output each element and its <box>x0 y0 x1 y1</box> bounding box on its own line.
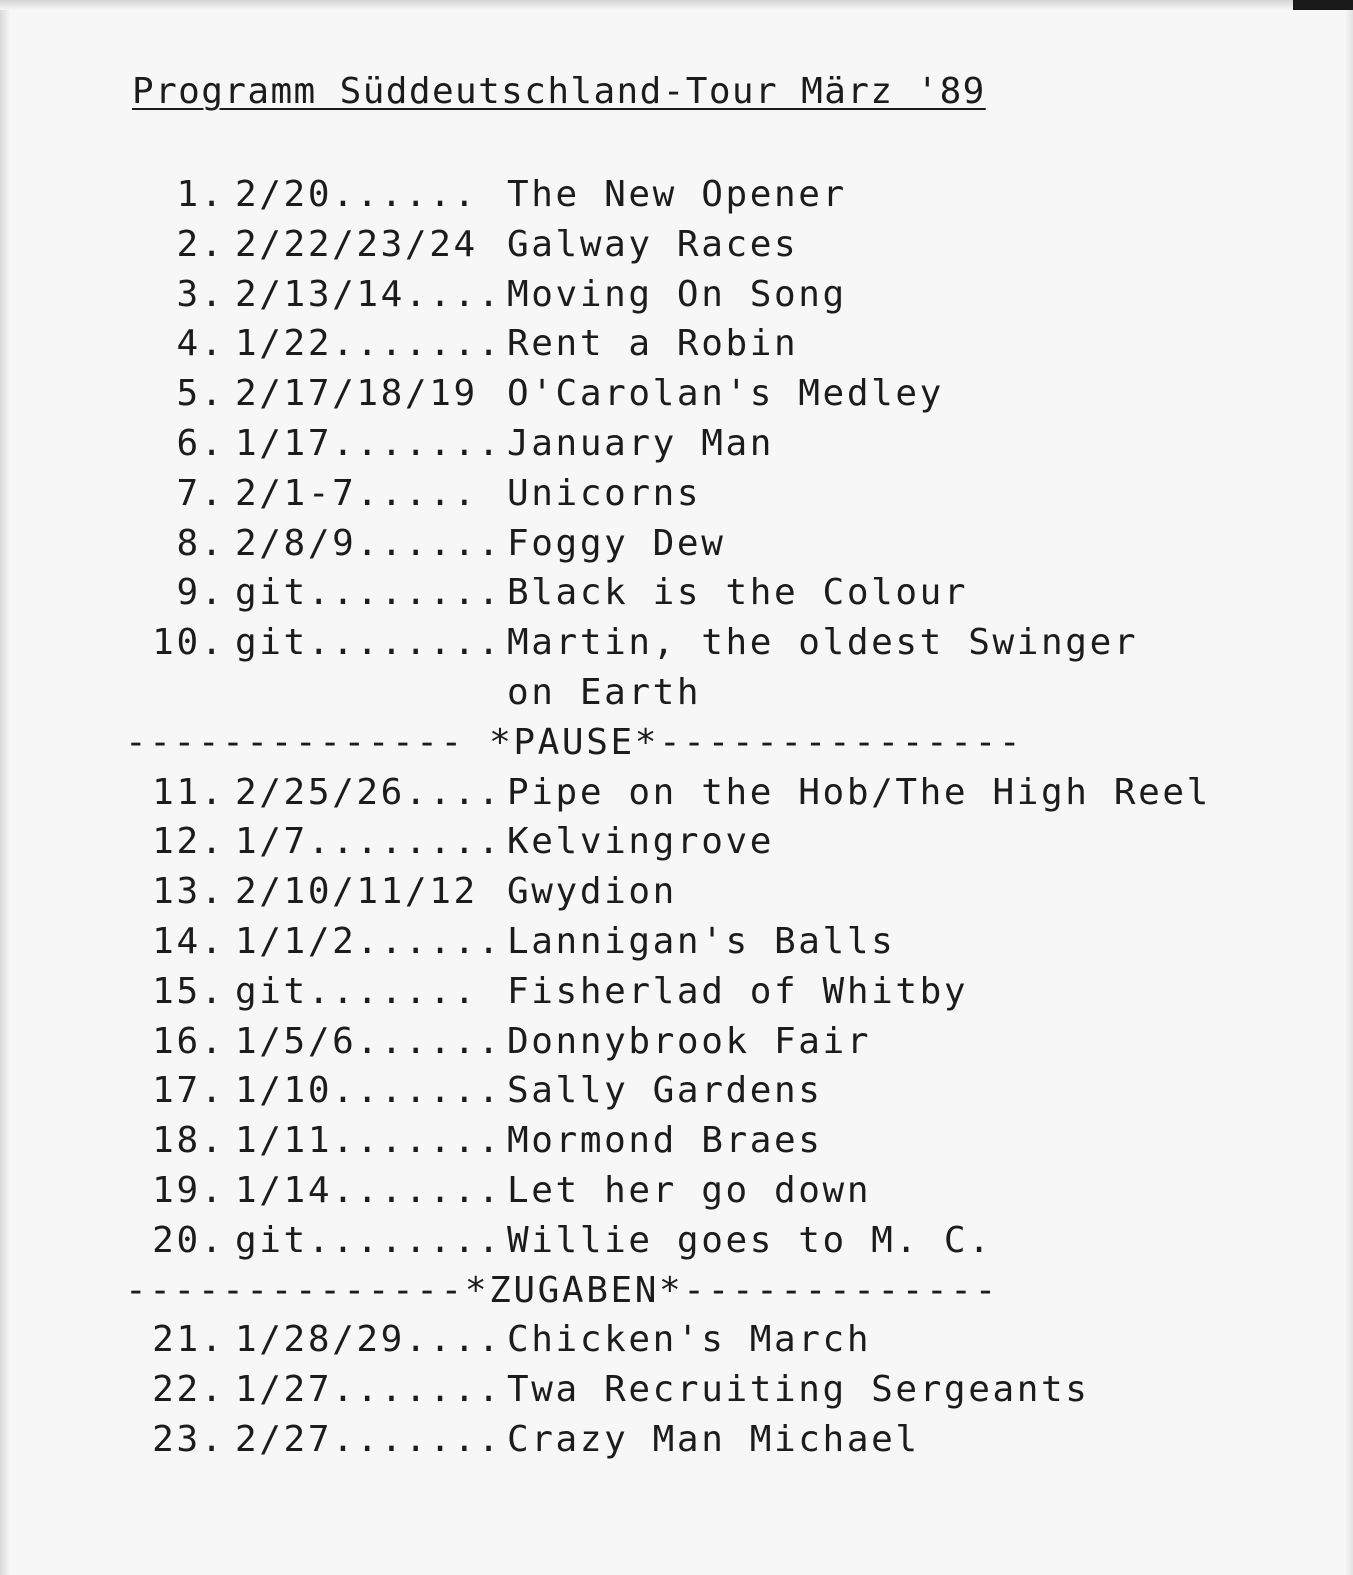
program-item <box>125 967 1265 1017</box>
program-item <box>125 469 1265 519</box>
item-number: 8. <box>176 522 225 564</box>
item-code: 2/22/23/24 <box>235 223 503 265</box>
program-item <box>125 1017 1265 1067</box>
program-item <box>125 369 1265 419</box>
set-one <box>125 170 1265 718</box>
item-number: 13. <box>152 871 225 913</box>
item-code: 2/1-7..... <box>235 472 478 514</box>
item-number: 3. <box>176 273 225 315</box>
item-number: 4. <box>176 323 225 365</box>
program-item <box>125 917 1265 967</box>
item-number: 14. <box>152 920 225 962</box>
program-item <box>125 768 1265 818</box>
program-list <box>125 170 1265 1465</box>
program-item <box>125 618 1265 668</box>
item-title: Fisherlad of Whitby <box>507 970 969 1012</box>
item-code: 2/17/18/19 <box>235 373 503 415</box>
item-title: Willie goes to M. C. <box>507 1219 993 1261</box>
scan-edge-left <box>0 0 10 1575</box>
program-item-continuation <box>125 668 1265 718</box>
item-code: git........ <box>235 1219 503 1261</box>
program-item <box>125 568 1265 618</box>
item-code: 2/10/11/12 <box>235 871 503 913</box>
item-number: 21. <box>152 1319 225 1361</box>
scan-edge-top <box>0 0 1353 10</box>
item-number: 22. <box>152 1369 225 1411</box>
item-title: January Man <box>507 422 775 464</box>
scan-corner-mark <box>1293 0 1353 10</box>
item-title: Foggy Dew <box>507 522 726 564</box>
program-item <box>125 270 1265 320</box>
program-item <box>125 170 1265 220</box>
item-title: The New Opener <box>507 174 847 215</box>
item-code: 2/13/14.... <box>235 273 503 315</box>
item-code: 1/11....... <box>235 1120 503 1162</box>
item-title: Galway Races <box>507 223 799 265</box>
item-title: Donnybrook Fair <box>507 1020 872 1062</box>
item-number: 5. <box>176 373 225 415</box>
item-title: Mormond Braes <box>507 1120 823 1162</box>
item-title: Lannigan's Balls <box>507 920 896 962</box>
pause-separator-text: -------------- *PAUSE*--------------- <box>125 721 1024 763</box>
item-code: 1/1/2...... <box>235 920 503 962</box>
item-number: 6. <box>176 422 225 464</box>
item-title: Black is the Colour <box>507 572 969 614</box>
item-number: 23. <box>152 1418 225 1460</box>
item-number: 15. <box>152 970 225 1012</box>
item-number: 17. <box>152 1070 225 1112</box>
item-title: Moving On Song <box>507 273 847 315</box>
item-number: 1. <box>176 174 225 215</box>
item-code: git........ <box>235 572 503 614</box>
item-code: 2/27....... <box>235 1418 503 1460</box>
encores <box>125 1315 1265 1464</box>
scan-edge-right <box>1345 0 1353 1575</box>
item-code: git........ <box>235 622 503 664</box>
item-number: 10. <box>152 622 225 664</box>
item-title: Martin, the oldest Swinger <box>507 622 1139 664</box>
program-item <box>125 1315 1265 1365</box>
item-title: Chicken's March <box>507 1319 872 1361</box>
item-code: 1/14....... <box>235 1169 503 1211</box>
item-code: 1/7........ <box>235 821 503 863</box>
item-title: Gwydion <box>507 871 677 913</box>
item-code: 1/10....... <box>235 1070 503 1112</box>
item-number: 20. <box>152 1219 225 1261</box>
program-item <box>125 419 1265 469</box>
item-code: 1/22....... <box>235 323 503 365</box>
item-title: Unicorns <box>507 472 702 514</box>
item-code: 1/27....... <box>235 1369 503 1411</box>
item-number: 9. <box>176 572 225 614</box>
item-number: 11. <box>152 771 225 813</box>
item-title: Pipe on the Hob/The High Reel <box>507 771 1211 813</box>
program-item <box>125 319 1265 369</box>
item-title: Twa Recruiting Sergeants <box>507 1369 1090 1411</box>
item-code: git....... <box>235 970 503 1012</box>
item-title: Crazy Man Michael <box>507 1418 920 1460</box>
program-item <box>125 1166 1265 1216</box>
item-title: Let her go down <box>507 1169 872 1211</box>
item-code: 1/28/29.... <box>235 1319 503 1361</box>
item-title: Rent a Robin <box>507 323 799 365</box>
program-item <box>125 519 1265 569</box>
item-code: 1/17....... <box>235 422 503 464</box>
encore-separator <box>125 1266 1265 1316</box>
program-item <box>125 867 1265 917</box>
program-item <box>125 1216 1265 1266</box>
item-number: 2. <box>176 223 225 265</box>
item-number: 12. <box>152 821 225 863</box>
program-item <box>125 1365 1265 1415</box>
item-code: 2/8/9...... <box>235 522 503 564</box>
item-number: 7. <box>176 472 225 514</box>
item-title: O'Carolan's Medley <box>507 373 944 415</box>
item-title-continuation: on Earth <box>507 671 702 713</box>
document-title: Programm Süddeutschland-Tour März '89 <box>132 71 986 112</box>
encore-separator-text: --------------*ZUGABEN*------------- <box>125 1269 999 1311</box>
item-title: Sally Gardens <box>507 1070 823 1112</box>
item-number: 19. <box>152 1169 225 1211</box>
set-two <box>125 768 1265 1266</box>
program-item <box>125 1116 1265 1166</box>
item-number: 18. <box>152 1120 225 1162</box>
item-code: 2/25/26.... <box>235 771 503 813</box>
program-item <box>125 220 1265 270</box>
item-number: 16. <box>152 1020 225 1062</box>
program-item <box>125 817 1265 867</box>
item-title: Kelvingrove <box>507 821 775 863</box>
pause-separator <box>125 718 1265 768</box>
program-item <box>125 1066 1265 1116</box>
item-code: 1/5/6...... <box>235 1020 503 1062</box>
program-item <box>125 1415 1265 1465</box>
item-code: 2/20...... <box>235 174 478 215</box>
